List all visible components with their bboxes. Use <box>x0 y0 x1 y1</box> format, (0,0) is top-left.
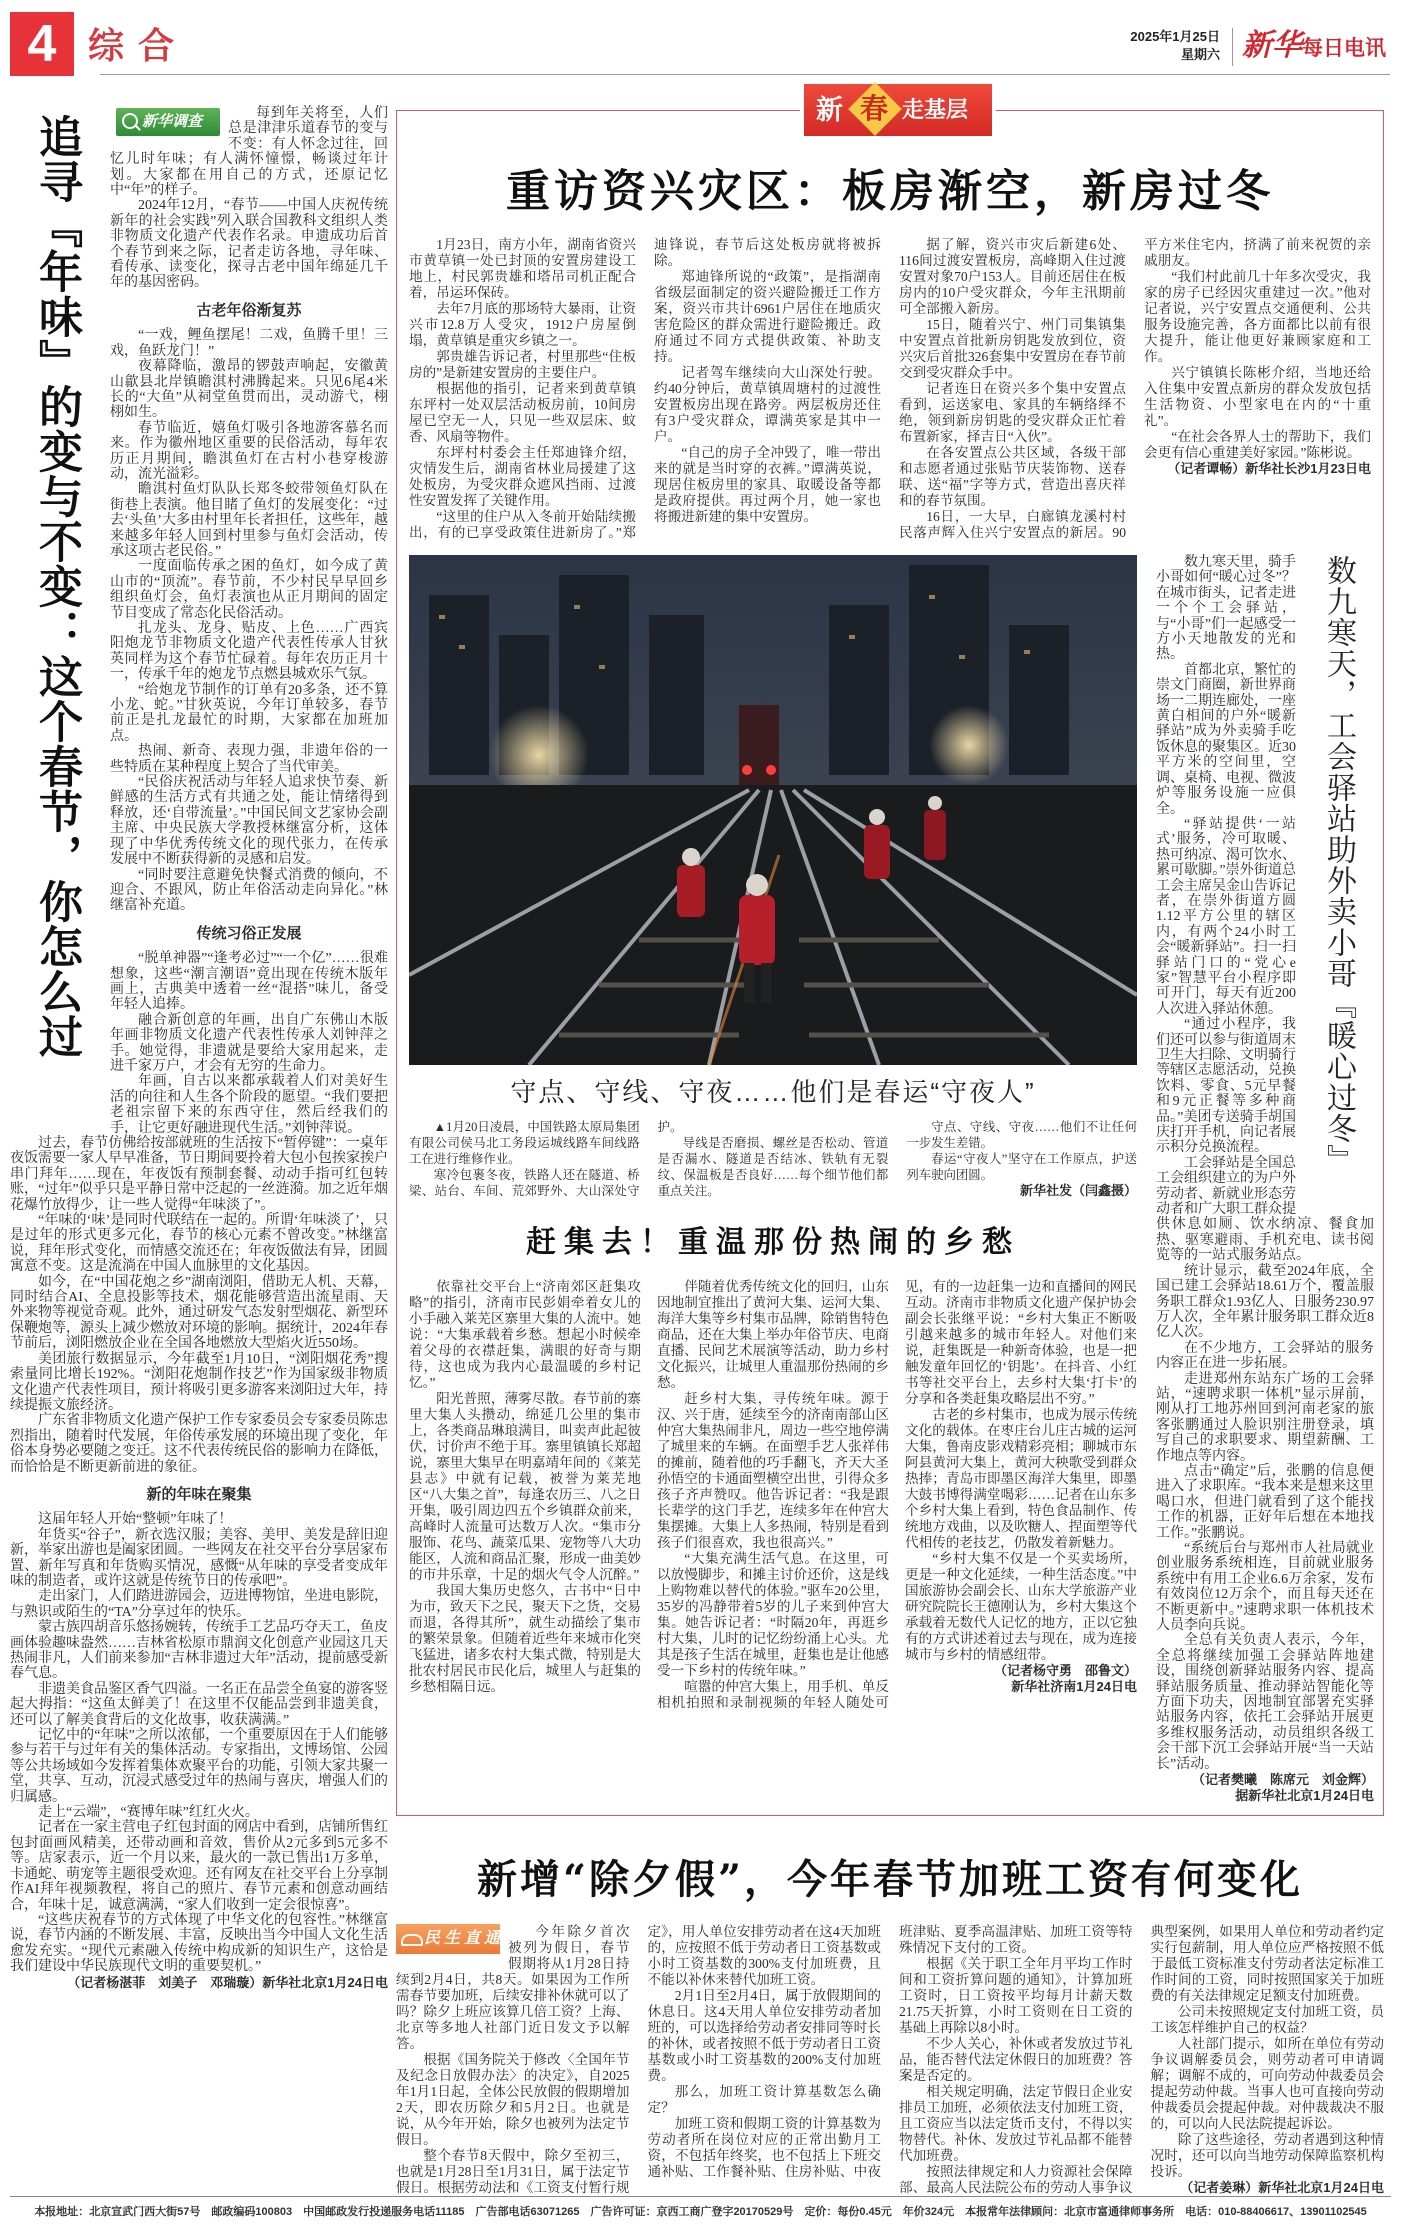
paragraph: “同时要注意避免快餐式消费的倾向，不迎合、不跟风，防止年俗活动走向异化。”林继富补充道。 <box>110 867 388 914</box>
paragraph: 不少人关心，补休或者发放过节礼品，能否替代法定休假日的加班费？答案是否定的。 <box>899 2035 1133 2083</box>
bottom-story-body <box>396 1924 1384 2196</box>
paragraph: 16日，一大早，白廊镇龙溪村村民落声辉入住兴宁安置点的新居。90平方米住宅内，挤满了前来祝贺的亲戚朋友。 <box>899 237 1371 540</box>
paragraph: 全总有关负责人表示，今年，全总将继续加强工会驿站阵地建设，围绕创新驿站服务内容、提高驿站服务质量、推动驿站智能化等方面下功夫，因地制宜部署充实驿站服务内容，依托工会驿站开展更多维权服务活动，动员组织各级工会干部下沉工会驿站开展“当一天站长”活动。 <box>1156 1633 1374 1772</box>
paragraph: 在各安置点公共区域，各级干部和志愿者通过张贴节庆装饰物、送春联、送“福”字等方式，营造出喜庆祥和的春节氛围。 <box>899 445 1126 508</box>
paragraph: 守点、守线、守夜……他们不让任何一步发生差错。 <box>906 1120 1137 1150</box>
paragraph: 兴宁镇镇长陈彬介绍，当地还给入住集中安置点新房的群众发放包括生活物资、小型家电在内的“十重礼”。 <box>1144 365 1371 428</box>
livelihood-express-badge <box>396 1924 500 1977</box>
photo-credit: 新华社发（闫鑫摄） <box>1019 1183 1137 1198</box>
middle-story-paragraphs <box>409 1279 1137 1711</box>
paragraph: “自己的房子全冲毁了，唯一带出来的就是当时穿的衣裤。”谭满英说，现居住板房里的家具、取暖设备等都是政府提供。再过两个月，她一家也将搬进新建的集中安置房。 <box>654 445 881 524</box>
paragraph: “民俗庆祝活动与年轻人追求快节奏、新鲜感的生活方式有共通之处，能让情绪得到释放，还‘自带流量’。”中国民间文艺家协会副主席、中央民族大学教授林继富分析，这体现了中华优秀传统文化的现代张力，在传承发展中不断获得新的灵感和启发。 <box>110 775 388 868</box>
paragraph: “年味的‘味’是同时代联结在一起的。所谓‘年味淡了’，只是过年的形式更多元化，春节的核心元素不曾改变。”林继富说，拜年形式变化，而情感交流还在；年夜饭做法有异，团圆寓意不变。这是流淌在中国人血脉里的文化基因。 <box>10 1213 388 1275</box>
byline: （记者谭畅）新华社长沙1月23日电 <box>1167 461 1371 476</box>
paragraph: 美团旅行数据显示，今年截至1月10日，“浏阳烟花秀”搜索量同比增长192%。“浏阳花炮制作技艺”作为国家级非物质文化遗产代表性项目，预计将吸引更多游客来浏阳过大年，持续提振文旅经济。 <box>10 1351 388 1413</box>
paragraph: 按照法律规定和人力资源社会保障部、最高人民法院公布的劳动人事争议典型案例，如果用人单位和劳动者约定实行包薪制，用人单位应严格按照不低于最低工资标准支付劳动者法定标准工作时间的工资，同时按照国家关于加班费的有关法律规定足额支付加班费。 <box>899 1923 1384 2195</box>
byline-dateline: 据新华社北京1月24日电 <box>1235 1787 1374 1803</box>
paragraph: 记者连日在资兴多个集中安置点看到，运送家电、家具的车辆络绎不绝，领到新房钥匙的受灾群众正忙着布置新家，择吉日“入伙”。 <box>899 381 1126 444</box>
paragraph: 今年除夕首次被列为假日，春节假期将从1月28日持续到2月4日，共8天。如果因为工作所需春节要加班，后续安排补休就可以了吗？除夕上班应该算几倍工资？上海、北京等多地人社部门近日发文予以解答。 <box>396 1923 630 2051</box>
photo-title: 守点、守线、守夜……他们是春运“守夜人” <box>510 1077 1036 1107</box>
paragraph: 阳光普照，薄雾尽散。春节前的寨里大集人头攒动，绵延几公里的集市上，各类商品琳琅满目，叫卖声此起彼伏，讨价声不绝于耳。寨里镇镇长郑超说，寨里大集早在明嘉靖年间的《莱芜县志》中就有记载，被誉为莱芜地区“八大集之首”，每逢农历三、八之日开集，吸引周边四五个乡镇群众前来，高峰时人流量可达数万人次。“集市分服饰、花鸟、蔬菜瓜果、宠物等八大功能区，人流和商品汇聚，形成一曲美妙的市井乐章，十足的烟火气令人沉醉。” <box>409 1391 641 1582</box>
car-icon <box>401 1934 423 1946</box>
featured-box <box>396 110 1384 1816</box>
right-area <box>396 106 1384 2196</box>
paragraph: 点击“确定”后，张鹏的信息便进入了求职库。“我本来是想来这里喝口水，但进门就看到了这个能找工作的机器，正好年后想在本地找工作。”张鹏说。 <box>1156 1463 1374 1541</box>
photo-and-middle-story <box>409 555 1137 1711</box>
weekday-text: 星期六 <box>1180 47 1220 62</box>
paragraph: 东坪村村委会主任郑迪锋介绍，灾情发生后，湖南省林业局援建了这处板房，为受灾群众遮风挡雨、过渡性安置发挥了关键作用。 <box>409 445 636 508</box>
byline: （记者姜琳）新华社北京1月24日电 <box>1180 2179 1384 2195</box>
paragraph: 如今，在“中国花炮之乡”湖南浏阳，借助无人机、天幕，同时结合AI、全息投影等技术，烟花能够营造出流星雨、天外来物等视觉奇观。此外，通过研发气态发射型烟花、新型环保鞭炮等，源头上减少燃放对环境的影响。据统计，2024年春节前后，浏阳燃放企业在全国各地燃放大型焰火近550场。 <box>10 1274 388 1352</box>
paragraph: 1月23日，南方小年，湖南省资兴市黄草镇一处已封顶的安置房建设工地上，村民郭贵雄和塔吊司机正配合着，吊运环保砖。 <box>409 237 636 300</box>
paragraph: ▲1月20日凌晨，中国铁路太原局集团有限公司侯马北工务段运城线路车间线路工在进行维修作业。 <box>409 1120 640 1166</box>
paragraph: 2月1日至2月4日，属于放假期间的休息日。这4天用人单位安排劳动者加班的，可以选择给劳动者安排同等时长的补休，或者按照不低于劳动者日工资基数或小时工资基数的200%支付加班费。 <box>647 1987 881 2083</box>
footer-info: 本报地址：北京宣武门西大街57号 邮政编码100803 中国邮政发行投递服务电话11185 广告部电话63071265 广告许可证：京西工商广登字20170529号 定价：每份0.45元 年价324元 本报常年法律顾问：北京市富通律师事务所 电话：010-88406617、13901102545 <box>34 2205 1367 2218</box>
paragraph: “脱单神器”“逢考必过”“一个亿”……很难想象，这些“潮言潮语”竟出现在传统木版年画上，古典美中透着一丝“混搭”味儿，备受年轻人追捧。 <box>110 951 388 1013</box>
paragraph: 春运“守夜人”坚守在工作原点，护送列车驶向团圆。 <box>906 1152 1137 1182</box>
byline: （记者杨湛菲 刘美子 邓瑞璇）新华社北京1月24日电 <box>67 1974 388 1990</box>
paragraph: 郑迪锋所说的“政策”，是指湖南省级层面制定的资兴避险搬迁工作方案，资兴市共计6961户居住在地质灾害危险区的群众需进行避险搬迁。政府通过不同方式提供政策、补助支持。 <box>654 269 881 364</box>
date-text: 2025年1月25日 <box>1130 29 1220 44</box>
paragraph: 夜幕降临，激昂的锣鼓声响起，安徽黄山歙县北岸镇瞻淇村沸腾起来。只见6尾4米长的“大鱼”从祠堂鱼贯而出，灵动游弋，栩栩如生。 <box>110 359 388 421</box>
paragraph: 走出家门，人们踏进游园会，迈进博物馆，坐进电影院，与熟识或陌生的“TA”分享过年的快乐。 <box>10 1589 388 1620</box>
paragraph: “我们村此前几十年多次受灾，我家的房子已经因灾重建过一次。”他对记者说，兴宁安置点交通便利、公共服务设施完善，各方面都比以前有很大提升，能让他更好兼顾家庭和工作。 <box>1144 269 1371 364</box>
paragraph: 据了解，资兴市灾后新建6处、116间过渡安置板房，高峰期入住过渡安置对象70户153人。目前还居住在板房内的10户受灾群众，今年主汛期前可全部搬入新房。 <box>899 237 1126 316</box>
paragraph: 人社部门提示，如所在单位有劳动争议调解委员会，则劳动者可申请调解；调解不成的，可向劳动仲裁委员会提起劳动仲裁。当事人也可直接向劳动仲裁委员会提起仲裁。对仲裁裁决不服的，可以向人民法院提起诉讼。 <box>1150 2035 1384 2131</box>
paragraph: 导线是否磨损、螺丝是否松动、管道是否漏水、隧道是否结冰、铁轨有无裂纹、保温板是否良好……每个细节他们都重点关注。 <box>657 1136 889 1198</box>
top-story-paragraphs <box>409 237 1371 541</box>
news-photo-railway-workers <box>409 555 1137 1065</box>
section-name: 综合 <box>88 26 189 66</box>
left-story <box>10 106 388 1990</box>
paragraph: 首都北京，繁忙的崇文门商圈，新世界商场一二期连廊处，一座黄白相间的户外“暖新驿站”成为外卖骑手吃饭休息的聚集区。近30平方米的空间里，空调、桌椅、电视、微波炉等服务设施一应俱全。 <box>1156 662 1296 817</box>
paragraph: 年画，自古以来都承载着人们对美好生活的向往和人生各个阶段的愿望。“我们要把老祖宗留下来的东西守住，然后经我们的手，让它更好融进现代生活。”刘钟萍说。 <box>110 1074 388 1136</box>
paragraph: 15日，随着兴宁、州门司集镇集中安置点首批新房钥匙发放到位，资兴灾后首批326套集中安置房在春节前交到受灾群众手中。 <box>899 317 1126 380</box>
xinhua-survey-badge <box>116 108 220 136</box>
paragraph: 每到年关将至，人们总是津津乐道春节的变与不变：有人怀念过往，回忆儿时年味；有人满怀憧憬，畅谈过年计划。大家都在用自己的方式，还原记忆中“年”的样子。 <box>110 106 388 199</box>
right-story-title: 数九寒天，工会驿站助外卖小哥『暖心过冬』 <box>1321 555 1356 1175</box>
paragraph: “给炮龙节制作的订单有20多条，还不算小龙、蛇。”甘狄英说，今年订单较多，春节前正是扎龙最忙的时期，大家都在加班加点。 <box>110 682 388 744</box>
bottom-story-headline: 新增“除夕假”，今年春节加班工资有何变化 <box>476 1855 1303 1903</box>
middle-story-body <box>409 1279 1137 1711</box>
paragraph: 走进郑州东站东广场的工会驿站，“速聘求职一体机”显示屏前，刚从打工地苏州回到河南老家的旅客张鹏通过人脸识别注册登录，填写自己的求职要求、期望薪酬、工作地点等内容。 <box>1156 1371 1374 1464</box>
paragraph: 根据《国务院关于修改〈全国年节及纪念日放假办法〉的决定》，自2025年1月1日起，全体公民放假的假期增加2天，即农历除夕和5月2日。也就是说，从今年开始，除夕也被列为法定节假日。 <box>396 2051 630 2147</box>
paragraph: 扎龙头、龙身、贴皮、上色……广西宾阳炮龙节非物质文化遗产代表性传承人甘狄英同样为这个春节忙碌着。每年农历正月十一，传承千年的炮龙节点燃县城欢乐气氛。 <box>110 621 388 683</box>
photo-and-side-stories <box>409 555 1374 1803</box>
byline-dateline: 新华社济南1月24日电 <box>1011 1679 1137 1694</box>
middle-story-headline: 赶集去！重温那份热闹的乡愁 <box>526 1225 1020 1260</box>
paragraph: 年货买“谷子”，新衣选汉服；美容、美甲、美发是辞旧迎新，举家出游也是阖家团圆。一些网友在社交平台分享居家布置、新年写真和年货购买情况，感慨“从年味的享受者变成年味的制造者，或许这就是传统节日的传承吧”。 <box>10 1527 388 1589</box>
paragraph: 赶乡村大集，寻传统年味。源于汉、兴于唐，延续至今的济南南部山区仲宫大集热闹非凡，周边一些空地停满了城里来的车辆。在面塑手艺人张祥伟的摊前，随着他的巧手翻飞，齐天大圣孙悟空的卡通面塑横空出世，引得众多孩子齐声赞叹。他告诉记者：“我是跟长辈学的这门手艺，连续多年在仲宫大集摆摊。大集上人多热闹，特别是看到孩子们很喜欢，我也很高兴。” <box>657 1391 889 1550</box>
paragraph: 郭贵雄告诉记者，村里那些“住板房的”是新建安置房的主要住户。 <box>409 349 636 380</box>
paragraph: “大集充满生活气息。在这里，可以放慢脚步，和摊主讨价还价，这是线上购物难以替代的体验。”驱车20公里，35岁的冯静带着5岁的儿子来到仲宫大集。她告诉记者：“时隔20年，再逛乡村大集，儿时的记忆纷纷涌上心头。尤其是孩子生活在城里，赶集也是让他感受一下乡村的传统年味。” <box>657 1551 889 1678</box>
paragraph: “乡村大集不仅是一个买卖场所，更是一种文化延续，一种生活态度。”中国旅游协会副会长、山东大学旅游产业研究院院长王德刚认为，乡村大集这个承载着无数代人记忆的地方，正以它独有的方式讲述着过去与现在，成为连接城市与乡村的情感纽带。 <box>905 1551 1137 1662</box>
magnifier-icon <box>122 113 138 129</box>
paragraph: “这些庆祝春节的方式体现了中华文化的包容性。”林继富说，春节内涵的不断发展、丰富，反映出当今中国人文化生活愈发充实。“现代元素融入传统中构成新的知识生产，这恰是我们建设中华民族现代文明的重要契机。” <box>10 1912 388 1975</box>
paragraph: 公司未按照规定支付加班工资，员工该怎样维护自己的权益？ <box>1150 2003 1384 2035</box>
paragraph: 工会驿站是全国总工会组织建立的为户外劳动者、新就业形态劳动者和广大职工群众提供休息如厕、饮水纳凉、餐食加热、驱寒避雨、手机充电、读书阅览等的一站式服务站点。 <box>1156 1155 1374 1264</box>
paragraph: 蒙古族四胡音乐悠扬婉转，传统手工艺品巧夺天工，鱼皮画体验趣味盎然……吉林省松原市鼎润文化创意产业园这几天热闹非凡，人们前来参加“吉林非遗过大年”活动，提前感受新春气息。 <box>10 1620 388 1682</box>
paragraph: “通过小程序，我们还可以参与街道周末卫生大扫除、文明骑行等辖区志愿活动，兑换饮料、零食、5元早餐和9元正餐等多种商品。”美团专送骑手胡国庆打开手机，向记者展示积分兑换流程。 <box>1156 1017 1296 1156</box>
photo-image <box>409 555 1137 1065</box>
byline-reporters: （记者樊曦 陈席元 刘金辉） <box>1191 1772 1374 1788</box>
bottom-story-paragraphs <box>396 1924 1384 2196</box>
byline-reporters: （记者杨守勇 邵鲁文） <box>993 1663 1137 1678</box>
subheading: 古老年俗渐复苏 <box>196 301 302 319</box>
subheading: 传统习俗正发展 <box>196 924 302 942</box>
badge-right: 走基层 <box>902 97 969 122</box>
paragraph: 融合新创意的年画，出自广东佛山木版年画非物质文化遗产代表性传承人刘钟萍之手。她觉得，非遗就是要给大家用起来，走进千家万户，才会有无穷的生命力。 <box>110 1012 388 1074</box>
paragraph: 春节临近，嬉鱼灯吸引各地游客慕名而来。作为徽州地区重要的民俗活动，每年农历正月期间，瞻淇鱼灯在古村小巷穿梭游动，流光溢彩。 <box>110 420 388 482</box>
paragraph: “一戏，鲤鱼摆尾！二戏，鱼腾千里！三戏，鱼跃龙门！” <box>110 328 388 359</box>
paragraph: 热闹、新奇、表现力强，非遗年俗的一些特质在某种程度上契合了当代审美。 <box>110 744 388 775</box>
paragraph: 记者在一家主营电子红包封面的网店中看到，店铺所售红包封面画风精美，还带动画和音效，售价从2元多到5元多不等。店家表示，近一个月以来，最火的一款已售出1万多单，卡通蛇、萌宠等主题很受欢迎。还有网友在社交平台上分享制作AI拜年视频教程，将自己的照片、春节元素和创意动画结合，年味十足，诚意满满，“家人们收到一定会很惊喜”。 <box>10 1820 388 1913</box>
paragraph: 喧嚣的仲宫大集上，用手机、单反相机拍照和录制视频的年轻人随处可见，有的一边赶集一边和直播间的网民互动。济南市非物质文化遗产保护协会副会长张继平说：“乡村大集正不断吸引越来越多的城市年轻人。对他们来说，赶集既是一种新奇体验，也是一把触发童年回忆的‘钥匙’。在抖音、小红书等社交平台上，去乡村大集‘打卡’的分享和各类赶集攻略层出不穷。” <box>657 1279 1137 1710</box>
section-number: 4 <box>10 12 74 76</box>
paragraph: 根据他的指引，记者来到黄草镇东坪村一处双层活动板房前，10间房屋已空无一人，只见一些双层床、蚊香、风扇等物件。 <box>409 381 636 444</box>
paragraph: 整个春节8天假中，除夕至初三，也就是1月28日至1月31日，属于法定节假日。根据劳动法和《工资支付暂行规定》，用人单位安排劳动者在这4天加班的，应按照不低于劳动者日工资基数或小时工资基数的300%支付加班费，且不能以补休来替代加班工资。 <box>396 1923 881 2195</box>
paragraph: 伴随着优秀传统文化的回归，山东因地制宜推出了黄河大集、运河大集、海洋大集等乡村集市品牌，除销售特色商品，还在大集上举办年俗节庆、电商直播、民间艺术展演等活动，助力乡村文化振兴，让城里人重温那份热闹的乡愁。 <box>657 1279 889 1390</box>
paragraph: 寒冷包裹冬夜，铁路人还在隧道、桥梁、站台、车间、荒郊野外、大山深处守护。 <box>409 1120 683 1198</box>
paragraph: “这里的住户从入冬前开始陆续搬出，有的已享受政策住进新房了。”郑迪锋说，春节后这处板房就将被拆除。 <box>409 237 881 540</box>
badge-center: 春 <box>860 94 889 125</box>
paragraph: 加班工资和假期工资的计算基数为劳动者所在岗位对应的正常出勤月工资，不包括年终奖，也不包括上下班交通补贴、工作餐补贴、住房补贴、中夜班津贴、夏季高温津贴、加班工资等特殊情况下支付的工资。 <box>647 1923 1133 2179</box>
subheading: 新的年味在聚集 <box>146 1485 252 1503</box>
logo-text: 每日电讯 <box>1302 37 1386 60</box>
paragraph: 瞻淇村鱼灯队队长郑冬蛟带领鱼灯队在街巷上表演。他目睹了鱼灯的发展变化：“过去‘头鱼’大多由村里年长者担任，这些年，越来越多年轻人回到村里参与鱼灯会活动，传承这项古老民俗。” <box>110 482 388 559</box>
paragraph: 那么，加班工资计算基数怎么确定？ <box>647 2083 881 2115</box>
new-spring-grassroots-badge <box>800 84 996 136</box>
paragraph: 非遗美食品鉴区香气四溢。一名正在品尝全鱼宴的游客竖起大拇指：“这鱼太鲜美了！在这里不仅能品尝到非遗美食，还可以了解美食背后的文化故事，收获满满。” <box>10 1681 388 1728</box>
paragraph: 除了这些途径，劳动者遇到这种情况时，还可以向当地劳动保障监察机构投诉。 <box>1150 2131 1384 2179</box>
paragraph: 过去，春节仿佛给按部就班的生活按下“暂停键”：一桌年夜饭需要一家人早早准备，节日期间要拎着大包小包挨家挨户串门拜年……现在，年夜饭有预制套餐、动动手指可红包转账，“过年”似乎只是平静日常中泛起的一丝涟漪。加之近年烟花爆竹放得少，让一些人觉得“年味淡了”。 <box>10 1136 388 1213</box>
paragraph: 数九寒天里，骑手小哥如何“暖心过冬”？在城市街头，记者走进一个个工会驿站，与“小哥”们一起感受一方小天地散发的光和热。 <box>1156 555 1296 663</box>
paragraph: 这届年轻人开始“整顿”年味了！ <box>38 1512 233 1528</box>
paragraph: “驿站提供‘一站式’服务，冷可取暖、热可纳凉、渴可饮水、累可歇脚。”崇外街道总工会主席吴金山告诉记者，在崇外街道方圆1.12平方公里的辖区内，有两个24小时工会“暖新驿站”。扫一扫驿站门口的“党心e家”智慧平台小程序即可开门，每天有近200人次进入驿站休憩。 <box>1156 816 1296 1017</box>
paragraph: 在不少地方，工会驿站的服务内容正在进一步拓展。 <box>1156 1340 1374 1372</box>
paragraph: 走上“云端”，“赛博年味”红红火火。 <box>38 1805 259 1821</box>
paragraph: 根据《关于职工全年月平均工作时间和工资折算问题的通知》，计算加班工资时，日工资按平均每月计薪天数21.75天折算，小时工资则在日工资的基础上再除以8小时。 <box>899 1955 1133 2035</box>
paragraph: 广东省非物质文化遗产保护工作专家委员会专家委员陈忠烈指出，随着时代发展，年俗传承发展的环境出现了变化，年俗本身势必要随之变迁。这不代表传统民俗的影响力在降低，而恰恰是不断更新前进的象征。 <box>10 1413 388 1475</box>
paragraph: 统计显示，截至2024年底，全国已建工会驿站18.61万个，覆盖服务职工群众1.93亿人、日服务230.97万人次，全年累计服务职工群众近8亿人次。 <box>1156 1263 1374 1341</box>
paragraph: 2024年12月，“春节——中国人庆祝传统新年的社会实践”列入联合国教科文组织人类非物质文化遗产代表作名录。申遗成功后首个春节到来之际，记者走访各地，寻年味、看传承、读变化，探寻古老中国年绵延几千年的基因密码。 <box>110 198 388 291</box>
badge-left: 新 <box>816 95 843 125</box>
paragraph: 古老的乡村集市，也成为展示传统文化的载体。在枣庄台儿庄古城的运河大集，鲁南皮影戏精彩亮相；聊城市东阿县黄河大集上，黄河大秧歌受到群众热捧；青岛市即墨区海洋大集里，即墨大鼓书博得满堂喝彩……记者在山东多个乡村大集上看到，特色食品制作、传统地方戏曲，以及吹糖人、捏面塑等代代相传的老技艺，仍散发着新魅力。 <box>905 1407 1137 1550</box>
paragraph: 记忆中的“年味”之所以浓郁，一个重要原因在于人们能够参与若干与过年有关的集体活动。专家指出，文博场馆、公园等公共场域如今发挥着集体欢聚平台的功能，引领大家共聚一堂，共享、互动，沉浸式感受过年的热闹与喜庆，增强人们的归属感。 <box>10 1728 388 1805</box>
left-story-title: 追寻『年味』的变与不变：这个春节，你怎么过 <box>31 114 82 1059</box>
paragraph: 记者驾车继续向大山深处行驶。约40分钟后，黄草镇周塘村的过渡性安置板房出现在路旁。两层板房还住有3户受灾群众，谭满英家是其中一户。 <box>654 365 881 444</box>
top-story-body <box>409 237 1371 541</box>
top-story-headline: 重访资兴灾区：板房渐空，新房过冬 <box>506 166 1274 217</box>
paragraph: “系统后台与郑州市人社局就业创业服务系统相连，目前就业服务系统中有用工企业6.6万余家，发布有效岗位12万余个，而且每天还在不断更新中。”速聘求职一体机技术人员李向兵说。 <box>1156 1541 1374 1634</box>
badge-label: 新华调查 <box>142 113 203 130</box>
paragraph: 一度面临传承之困的鱼灯，如今成了黄山市的“顶流”。春节前，不少村民早早回乡组织鱼灯会，鱼灯表演也从正月期间的固定节目变成了常态化民俗活动。 <box>110 559 388 621</box>
right-story <box>1156 555 1374 1803</box>
badge-label: 民生直通车 <box>396 1929 500 1977</box>
footer <box>10 2196 1391 2230</box>
paragraph: 去年7月底的那场特大暴雨，让资兴市12.8万人受灾，1912户房屋倒塌，黄草镇是重灾乡镇之一。 <box>409 301 636 348</box>
paragraph: 我国大集历史悠久，古书中“日中为市，致天下之民，聚天下之货，交易而退，各得其所”，就生动描绘了集市的繁荣景象。但随着近些年来城市化突飞猛进，诸多农村大集式微，特别是大批农村居民市民化后，城里人与赶集的乡愁相隔日远。 <box>409 1583 641 1694</box>
paragraph: 依靠社交平台上“济南郊区赶集攻略”的指引，济南市民彭娟牵着女儿的小手融入莱芜区寨里大集的人流中。她说：“大集承载着乡愁。想起小时候牵着父母的衣襟赶集，满眼的好奇与期待，这也成为我内心最温暖的乡村记忆。” <box>409 1279 641 1390</box>
paragraph: 相关规定明确，法定节假日企业安排员工加班，必须依法支付加班工资，且工资应当以法定货币支付，不得以实物替代。补休、发放过节礼品都不能替代加班费。 <box>899 2083 1133 2163</box>
logo-script: 新华 <box>1242 29 1302 62</box>
photo-caption <box>409 1119 1137 1199</box>
paragraph: “在社会各界人士的帮助下，我们会更有信心重建美好家园。”陈彬说。 <box>1144 429 1371 460</box>
